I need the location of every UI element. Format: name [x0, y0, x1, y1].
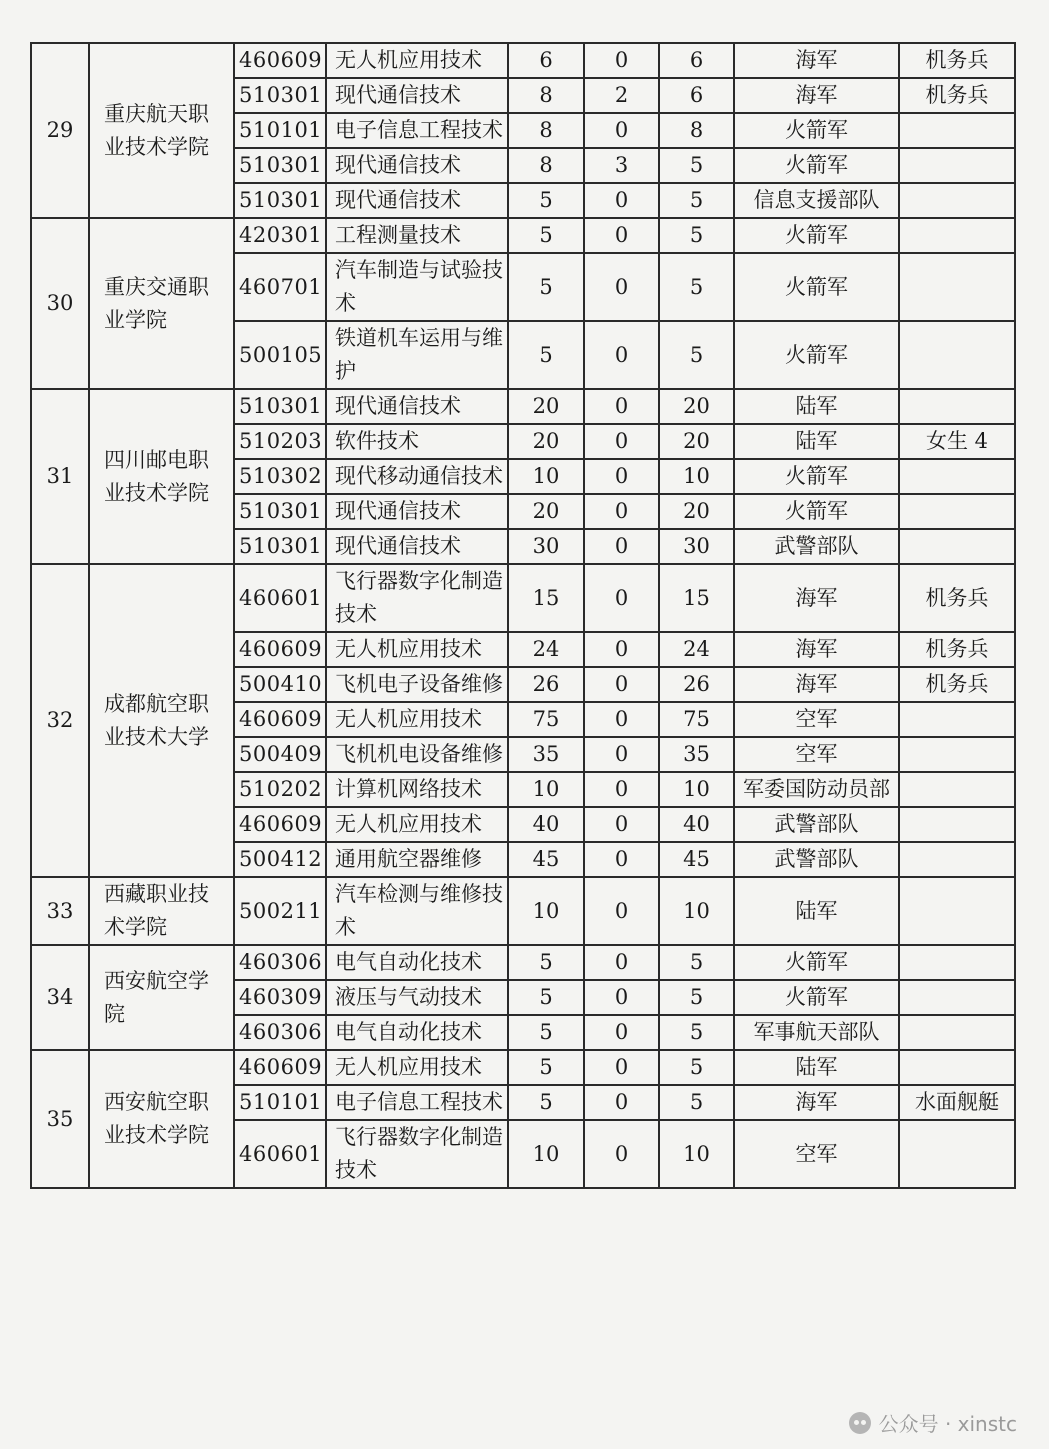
major-name-cell: 飞行器数字化制造技术: [326, 1120, 508, 1188]
school-name-cell: 重庆交通职业学院: [89, 218, 234, 389]
plan-total-cell: 8: [508, 148, 584, 183]
plan-b-cell: 20: [659, 424, 734, 459]
table-row: [31, 1050, 1015, 1085]
major-name-cell: 无人机应用技术: [326, 632, 508, 667]
major-code-cell: 510301: [234, 389, 326, 424]
plan-a-cell: 0: [584, 1015, 659, 1050]
service-branch-cell: 空军: [734, 737, 899, 772]
plan-a-cell: 0: [584, 877, 659, 945]
plan-b-cell: 35: [659, 737, 734, 772]
plan-a-cell: 0: [584, 632, 659, 667]
school-name-cell: 重庆航天职业技术学院: [89, 43, 234, 218]
plan-b-cell: 24: [659, 632, 734, 667]
plan-b-cell: 75: [659, 702, 734, 737]
service-branch-cell: 陆军: [734, 1050, 899, 1085]
note-cell: [899, 877, 1015, 945]
plan-a-cell: 0: [584, 183, 659, 218]
note-cell: 机务兵: [899, 667, 1015, 702]
note-cell: [899, 1050, 1015, 1085]
major-code-cell: 460601: [234, 1120, 326, 1188]
plan-a-cell: 0: [584, 494, 659, 529]
service-branch-cell: 海军: [734, 564, 899, 632]
plan-total-cell: 5: [508, 321, 584, 389]
major-code-cell: 510202: [234, 772, 326, 807]
plan-total-cell: 5: [508, 1085, 584, 1120]
plan-b-cell: 5: [659, 253, 734, 321]
note-cell: [899, 945, 1015, 980]
plan-a-cell: 0: [584, 321, 659, 389]
plan-a-cell: 0: [584, 1050, 659, 1085]
school-number-cell: 35: [31, 1050, 89, 1188]
major-name-cell: 无人机应用技术: [326, 43, 508, 78]
plan-b-cell: 10: [659, 877, 734, 945]
plan-b-cell: 10: [659, 1120, 734, 1188]
plan-a-cell: 0: [584, 459, 659, 494]
service-branch-cell: 火箭军: [734, 253, 899, 321]
service-branch-cell: 武警部队: [734, 842, 899, 877]
major-code-cell: 510301: [234, 494, 326, 529]
major-name-cell: 现代通信技术: [326, 78, 508, 113]
plan-total-cell: 10: [508, 877, 584, 945]
note-cell: [899, 183, 1015, 218]
major-code-cell: 460701: [234, 253, 326, 321]
wechat-icon: [849, 1412, 871, 1434]
plan-b-cell: 5: [659, 183, 734, 218]
note-cell: [899, 113, 1015, 148]
major-name-cell: 飞机机电设备维修: [326, 737, 508, 772]
major-code-cell: 510101: [234, 113, 326, 148]
service-branch-cell: 海军: [734, 1085, 899, 1120]
plan-b-cell: 6: [659, 43, 734, 78]
service-branch-cell: 空军: [734, 1120, 899, 1188]
service-branch-cell: 火箭军: [734, 945, 899, 980]
major-code-cell: 510203: [234, 424, 326, 459]
plan-total-cell: 15: [508, 564, 584, 632]
major-name-cell: 电气自动化技术: [326, 1015, 508, 1050]
plan-total-cell: 5: [508, 980, 584, 1015]
service-branch-cell: 火箭军: [734, 113, 899, 148]
note-cell: 机务兵: [899, 564, 1015, 632]
major-name-cell: 计算机网络技术: [326, 772, 508, 807]
service-branch-cell: 信息支援部队: [734, 183, 899, 218]
table-row: [31, 564, 1015, 632]
table-row: [31, 945, 1015, 980]
note-cell: [899, 842, 1015, 877]
plan-total-cell: 45: [508, 842, 584, 877]
major-code-cell: 460609: [234, 43, 326, 78]
plan-a-cell: 2: [584, 78, 659, 113]
school-number-cell: 34: [31, 945, 89, 1050]
service-branch-cell: 火箭军: [734, 148, 899, 183]
plan-b-cell: 5: [659, 980, 734, 1015]
plan-b-cell: 5: [659, 321, 734, 389]
plan-a-cell: 0: [584, 424, 659, 459]
plan-b-cell: 5: [659, 1085, 734, 1120]
school-number-cell: 33: [31, 877, 89, 945]
major-name-cell: 现代通信技术: [326, 389, 508, 424]
service-branch-cell: 火箭军: [734, 494, 899, 529]
note-cell: [899, 459, 1015, 494]
note-cell: 机务兵: [899, 78, 1015, 113]
table-row: [31, 877, 1015, 945]
plan-a-cell: 0: [584, 389, 659, 424]
major-code-cell: 500105: [234, 321, 326, 389]
plan-total-cell: 35: [508, 737, 584, 772]
major-name-cell: 软件技术: [326, 424, 508, 459]
plan-a-cell: 0: [584, 945, 659, 980]
note-cell: [899, 253, 1015, 321]
school-name-cell: 成都航空职业技术大学: [89, 564, 234, 877]
note-cell: 机务兵: [899, 43, 1015, 78]
major-code-cell: 460601: [234, 564, 326, 632]
plan-total-cell: 5: [508, 1050, 584, 1085]
school-name-cell: 西藏职业技术学院: [89, 877, 234, 945]
major-name-cell: 现代通信技术: [326, 494, 508, 529]
plan-b-cell: 30: [659, 529, 734, 564]
plan-total-cell: 5: [508, 1015, 584, 1050]
major-name-cell: 无人机应用技术: [326, 807, 508, 842]
major-name-cell: 现代通信技术: [326, 148, 508, 183]
plan-b-cell: 5: [659, 945, 734, 980]
school-name-cell: 西安航空职业技术学院: [89, 1050, 234, 1188]
plan-b-cell: 10: [659, 459, 734, 494]
plan-a-cell: 0: [584, 842, 659, 877]
major-code-cell: 510301: [234, 148, 326, 183]
plan-a-cell: 0: [584, 113, 659, 148]
major-code-cell: 460306: [234, 945, 326, 980]
major-code-cell: 510301: [234, 78, 326, 113]
plan-a-cell: 0: [584, 529, 659, 564]
major-name-cell: 现代移动通信技术: [326, 459, 508, 494]
note-cell: [899, 1120, 1015, 1188]
major-code-cell: 500409: [234, 737, 326, 772]
plan-total-cell: 30: [508, 529, 584, 564]
plan-a-cell: 0: [584, 772, 659, 807]
note-cell: [899, 737, 1015, 772]
service-branch-cell: 海军: [734, 632, 899, 667]
school-number-cell: 31: [31, 389, 89, 564]
service-branch-cell: 陆军: [734, 424, 899, 459]
plan-b-cell: 10: [659, 772, 734, 807]
plan-total-cell: 20: [508, 389, 584, 424]
major-name-cell: 现代通信技术: [326, 183, 508, 218]
plan-total-cell: 10: [508, 772, 584, 807]
plan-total-cell: 20: [508, 424, 584, 459]
service-branch-cell: 火箭军: [734, 980, 899, 1015]
note-cell: 水面舰艇: [899, 1085, 1015, 1120]
table-row: [31, 43, 1015, 78]
plan-total-cell: 5: [508, 183, 584, 218]
plan-a-cell: 0: [584, 737, 659, 772]
plan-total-cell: 6: [508, 43, 584, 78]
service-branch-cell: 海军: [734, 667, 899, 702]
major-name-cell: 现代通信技术: [326, 529, 508, 564]
major-name-cell: 电子信息工程技术: [326, 113, 508, 148]
service-branch-cell: 军委国防动员部: [734, 772, 899, 807]
plan-total-cell: 20: [508, 494, 584, 529]
major-name-cell: 液压与气动技术: [326, 980, 508, 1015]
major-code-cell: 500412: [234, 842, 326, 877]
school-number-cell: 30: [31, 218, 89, 389]
major-name-cell: 无人机应用技术: [326, 702, 508, 737]
plan-total-cell: 75: [508, 702, 584, 737]
major-code-cell: 460609: [234, 807, 326, 842]
plan-total-cell: 10: [508, 459, 584, 494]
plan-a-cell: 0: [584, 1085, 659, 1120]
school-number-cell: 29: [31, 43, 89, 218]
watermark: [849, 1408, 1017, 1437]
service-branch-cell: 武警部队: [734, 807, 899, 842]
note-cell: [899, 772, 1015, 807]
service-branch-cell: 海军: [734, 43, 899, 78]
plan-total-cell: 5: [508, 218, 584, 253]
plan-a-cell: 3: [584, 148, 659, 183]
plan-total-cell: 26: [508, 667, 584, 702]
note-cell: [899, 321, 1015, 389]
school-number-cell: 32: [31, 564, 89, 877]
plan-total-cell: 5: [508, 945, 584, 980]
plan-b-cell: 15: [659, 564, 734, 632]
service-branch-cell: 海军: [734, 78, 899, 113]
school-name-cell: 西安航空学院: [89, 945, 234, 1050]
note-cell: [899, 494, 1015, 529]
plan-a-cell: 0: [584, 1120, 659, 1188]
note-cell: [899, 1015, 1015, 1050]
major-code-cell: 510302: [234, 459, 326, 494]
plan-total-cell: 8: [508, 113, 584, 148]
major-code-cell: 460609: [234, 702, 326, 737]
plan-b-cell: 40: [659, 807, 734, 842]
plan-b-cell: 20: [659, 494, 734, 529]
service-branch-cell: 火箭军: [734, 459, 899, 494]
major-code-cell: 510101: [234, 1085, 326, 1120]
table-row: [31, 218, 1015, 253]
plan-b-cell: 20: [659, 389, 734, 424]
note-cell: [899, 702, 1015, 737]
plan-b-cell: 26: [659, 667, 734, 702]
plan-a-cell: 0: [584, 667, 659, 702]
plan-total-cell: 5: [508, 253, 584, 321]
major-code-cell: 510301: [234, 529, 326, 564]
plan-total-cell: 10: [508, 1120, 584, 1188]
major-name-cell: 电子信息工程技术: [326, 1085, 508, 1120]
major-code-cell: 500410: [234, 667, 326, 702]
service-branch-cell: 火箭军: [734, 321, 899, 389]
plan-b-cell: 5: [659, 1015, 734, 1050]
note-cell: [899, 389, 1015, 424]
major-name-cell: 无人机应用技术: [326, 1050, 508, 1085]
note-cell: 机务兵: [899, 632, 1015, 667]
major-code-cell: 460306: [234, 1015, 326, 1050]
note-cell: [899, 148, 1015, 183]
plan-total-cell: 8: [508, 78, 584, 113]
note-cell: [899, 807, 1015, 842]
major-name-cell: 电气自动化技术: [326, 945, 508, 980]
major-name-cell: 铁道机车运用与维护: [326, 321, 508, 389]
plan-total-cell: 24: [508, 632, 584, 667]
major-name-cell: 飞行器数字化制造技术: [326, 564, 508, 632]
plan-a-cell: 0: [584, 253, 659, 321]
major-code-cell: 460309: [234, 980, 326, 1015]
major-name-cell: 通用航空器维修: [326, 842, 508, 877]
service-branch-cell: 火箭军: [734, 218, 899, 253]
major-name-cell: 工程测量技术: [326, 218, 508, 253]
service-branch-cell: 军事航天部队: [734, 1015, 899, 1050]
service-branch-cell: 武警部队: [734, 529, 899, 564]
enrollment-table: [30, 42, 1016, 1189]
plan-a-cell: 0: [584, 564, 659, 632]
note-cell: [899, 218, 1015, 253]
plan-a-cell: 0: [584, 807, 659, 842]
major-code-cell: 460609: [234, 1050, 326, 1085]
plan-a-cell: 0: [584, 702, 659, 737]
plan-a-cell: 0: [584, 218, 659, 253]
note-cell: [899, 980, 1015, 1015]
note-cell: [899, 529, 1015, 564]
major-code-cell: 420301: [234, 218, 326, 253]
major-code-cell: 510301: [234, 183, 326, 218]
plan-total-cell: 40: [508, 807, 584, 842]
service-branch-cell: 空军: [734, 702, 899, 737]
major-name-cell: 汽车制造与试验技术: [326, 253, 508, 321]
school-name-cell: 四川邮电职业技术学院: [89, 389, 234, 564]
service-branch-cell: 陆军: [734, 877, 899, 945]
major-code-cell: 460609: [234, 632, 326, 667]
watermark-label: 公众号 · xinstc: [878, 1412, 1017, 1436]
table-row: [31, 389, 1015, 424]
plan-a-cell: 0: [584, 980, 659, 1015]
major-code-cell: 500211: [234, 877, 326, 945]
major-name-cell: 汽车检测与维修技术: [326, 877, 508, 945]
plan-b-cell: 5: [659, 148, 734, 183]
plan-b-cell: 6: [659, 78, 734, 113]
plan-b-cell: 45: [659, 842, 734, 877]
plan-b-cell: 8: [659, 113, 734, 148]
service-branch-cell: 陆军: [734, 389, 899, 424]
plan-a-cell: 0: [584, 43, 659, 78]
note-cell: 女生 4: [899, 424, 1015, 459]
major-name-cell: 飞机电子设备维修: [326, 667, 508, 702]
plan-b-cell: 5: [659, 218, 734, 253]
plan-b-cell: 5: [659, 1050, 734, 1085]
